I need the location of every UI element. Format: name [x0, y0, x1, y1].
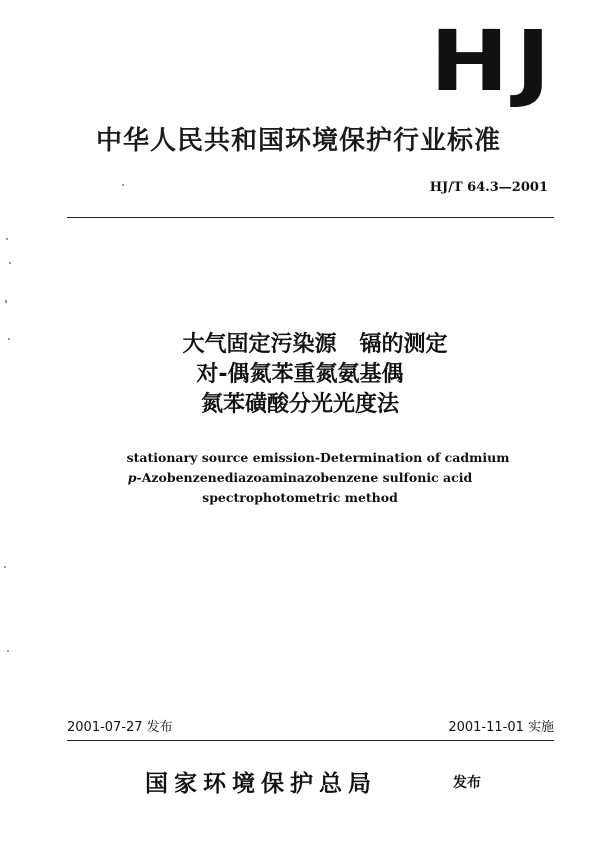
bottom-divider: [67, 740, 554, 741]
standard-number: HJ/T 64.3—2001: [429, 180, 548, 195]
scan-speck: [9, 262, 11, 264]
english-title-line-1: stationary source emission-Determination of cadmium: [126, 450, 510, 465]
issue-label: 发布: [453, 775, 481, 791]
top-divider: [67, 217, 554, 218]
scan-speck: [7, 650, 9, 652]
chinese-title-line-3: 氮苯磺酸分光光度法: [200, 392, 399, 417]
chinese-title-line-2: 对-偶氮苯重氮氨基偶: [196, 362, 404, 387]
english-title-line-2: [0, 468, 600, 488]
chinese-title: [0, 330, 600, 420]
scan-speck: [8, 338, 10, 340]
effective-date: 2001-11-01 实施: [448, 720, 554, 735]
issue-date: 2001-07-27 发布: [67, 720, 173, 735]
chinese-title-line-1: 大气固定污染源 镉的测定: [182, 332, 448, 357]
agency-standard-heading: 中华人民共和国环境保护行业标准: [96, 126, 502, 156]
english-title-italic-prefix: p: [127, 470, 137, 485]
scan-speck: [5, 300, 7, 303]
english-title: [0, 448, 600, 508]
english-title-line-3: spectrophotometric method: [202, 490, 398, 505]
scan-speck: [6, 238, 8, 240]
date-row: [67, 716, 554, 736]
scan-speck: [122, 184, 124, 186]
english-title-line-2-rest: -Azobenzenediazoaminazobenzene sulfonic acid: [136, 470, 473, 485]
issuing-agency: 国家环境保护总局: [145, 770, 377, 797]
scan-speck: [4, 566, 6, 568]
hj-logo: HJ: [430, 12, 558, 110]
